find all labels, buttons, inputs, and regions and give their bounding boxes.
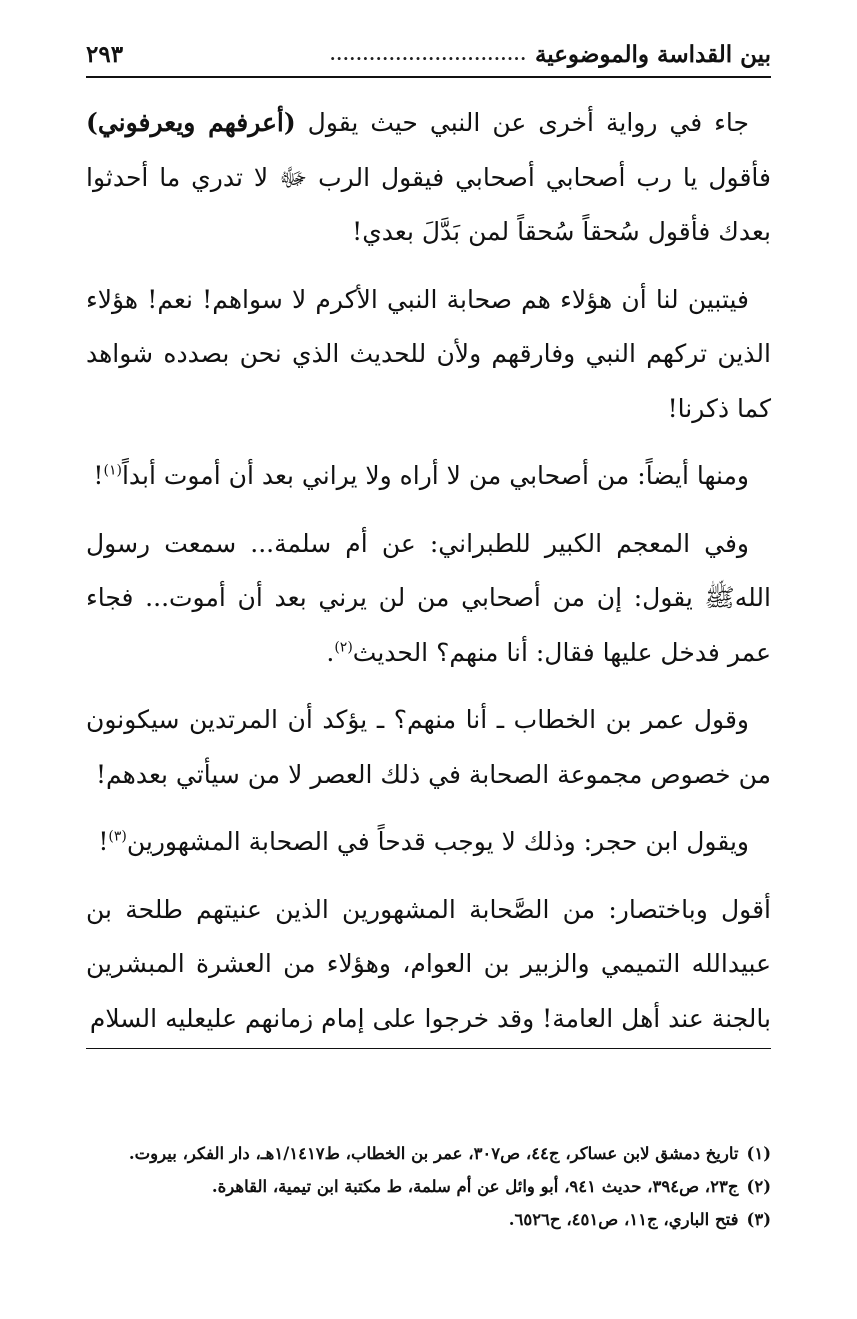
paragraph-2: فيتبين لنا أن هؤلاء هم صحابة النبي الأكرم لا سواهم! نعم! هؤلاء الذين تركهم النبي وفارقهم ولأن للحديث الذي نحن بصدده شواهد كما ذكرنا! <box>86 284 771 423</box>
footnote-ref-3[interactable]: (٣) <box>108 828 127 845</box>
paragraph-1-text-after: فأقول يا رب أصحابي أصحابي فيقول الرب ﷻ لا تدري ما أحدثوا بعدك فأقول سُحقاً سُحقاً لمن بَدَّلَ بعدي! <box>86 162 771 246</box>
footnote-3 <box>86 1203 771 1236</box>
paragraph-3-text: ومنها أيضاً: من أصحابي من لا أراه ولا يراني بعد أن أموت أبداً <box>121 461 749 490</box>
paragraph-5: وقول عمر بن الخطاب ـ أنا منهم؟ ـ يؤكد أن المرتدين سيكونون من خصوص مجموعة الصحابة في ذلك العصر لا من سيأتي بعدهم! <box>86 705 771 789</box>
paragraph-3-end: ! <box>93 461 104 490</box>
footnotes <box>86 1137 771 1236</box>
header-title: بين القداسة والموضوعية <box>534 41 771 68</box>
paragraph-4-text: وفي المعجم الكبير للطبراني: عن أم سلمة... سمعت رسول اللهﷺ يقول: إن من أصحابي من لن يرني بعد أن أموت... فجاء عمر فدخل عليها فقال: أنا منهم؟ الحديث <box>86 528 771 667</box>
footnote-text: ج٢٣، ص٣٩٤، حديث ٩٤١، أبو وائل عن أم سلمة، ط مكتبة ابن تيمية، القاهرة. <box>211 1177 739 1196</box>
paragraph-1 <box>86 96 771 260</box>
paragraph-6 <box>86 815 771 870</box>
paragraph-1-bold-quote: (أعرفهم ويعرفوني) <box>86 108 296 137</box>
footnote-text: تاريخ دمشق لابن عساكر، ج٤٤، ص٣٠٧، عمر بن الخطاب، ط١/١٤١٧هـ، دار الفكر، بيروت. <box>128 1144 739 1163</box>
footnote-number: (٣) <box>746 1210 771 1229</box>
header-leader-dots: .............................. <box>329 45 527 64</box>
paragraph-3 <box>86 449 771 504</box>
footnote-number: (٢) <box>746 1177 771 1196</box>
paragraph-6-end: ! <box>98 827 109 856</box>
footnote-number: (١) <box>746 1144 771 1163</box>
paragraph-4-end: . <box>326 637 335 667</box>
header-rule <box>86 76 771 78</box>
footnote-text: فتح الباري، ج١١، ص٤٥١، ح٦٥٢٦. <box>508 1210 739 1229</box>
running-header <box>86 28 771 68</box>
paragraph-6-text: ويقول ابن حجر: وذلك لا يوجب قدحاً في الصحابة المشهورين <box>126 827 749 856</box>
footnote-ref-2[interactable]: (٢) <box>334 639 353 656</box>
paragraph-7: أقول وباختصار: من الصَّحابة المشهورين الذين عنيتهم طلحة بن عبيدالله التميمي والزبير بن العوام، وهؤلاء من العشرة المبشرين بالجنة عند أهل العامة! وقد خرجوا على إمام زمانهم عليعليه السلام <box>86 883 771 1050</box>
body-text <box>86 96 771 1062</box>
footnote-ref-1[interactable]: (١) <box>103 462 122 479</box>
footnote-2 <box>86 1170 771 1203</box>
footnote-1 <box>86 1137 771 1170</box>
paragraph-4 <box>86 517 771 681</box>
paragraph-1-text-before: جاء في رواية أخرى عن النبي حيث يقول <box>295 108 749 137</box>
page-number: ٢٩٣ <box>86 41 124 68</box>
